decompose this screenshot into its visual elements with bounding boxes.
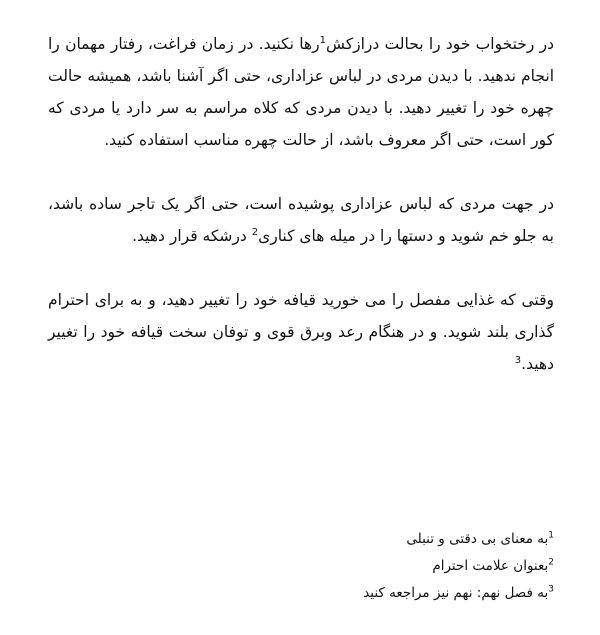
- footnote-ref-2: 2: [251, 226, 259, 238]
- footnote-ref-1: 1: [319, 34, 326, 46]
- footnote-3: [254, 580, 554, 607]
- paragraph-1: [48, 28, 554, 156]
- footnote-number-3: 3: [548, 584, 554, 595]
- paragraph-1-text-end: رها نکنید. در زمان فراغت، رفتار مهمان را انجام ندهید. با دیدن مردی در لباس عزاداری، حتی اگر آشنا باشد، همیشه حالت چهره خود را تغییر دهید. با دیدن مردی که کلاه مراسم به سر دارد یا مردی که کور است، حتی اگر معروف باشد، از حالت چهره مناسب استفاده کنید.: [48, 35, 554, 149]
- paragraph-2: [48, 188, 554, 252]
- footnote-text-3: به فصل نهم: نهم نیز مراجعه کنید: [363, 585, 549, 601]
- paragraph-3-text-start: وقتی که غذایی مفصل را می خورید قیافه خود را تغییر دهید، و به برای احترام گذاری بلند شوید. و در هنگام رعد وبرق قوی و توفان سخت قیافه خود را تغییر دهید.: [48, 291, 554, 373]
- footnote-1: [254, 526, 554, 553]
- footnote-number-2: 2: [548, 557, 554, 568]
- footnote-ref-3: 3: [514, 354, 522, 366]
- paragraph-2-text-start: در جهت مردی که لباس عزاداری پوشیده است، حتی اگر یک تاجر ساده باشد، به جلو خم شوید و دستها را در میله های کناری: [48, 195, 554, 245]
- footnotes: [254, 526, 554, 607]
- paragraph-2-text-end: درشکه قرار دهید.: [132, 227, 252, 245]
- footnote-text-1: به معنای بی دقتی و تنبلی: [406, 531, 549, 547]
- document-page: [48, 28, 554, 618]
- footnote-2: [254, 553, 554, 580]
- paragraph-3: [48, 284, 554, 380]
- footnote-number-1: 1: [548, 530, 554, 541]
- footnote-text-2: بعنوان علامت احترام: [432, 558, 549, 574]
- paragraph-1-text-start: در رختخواب خود را بحالت درازکش: [325, 35, 554, 53]
